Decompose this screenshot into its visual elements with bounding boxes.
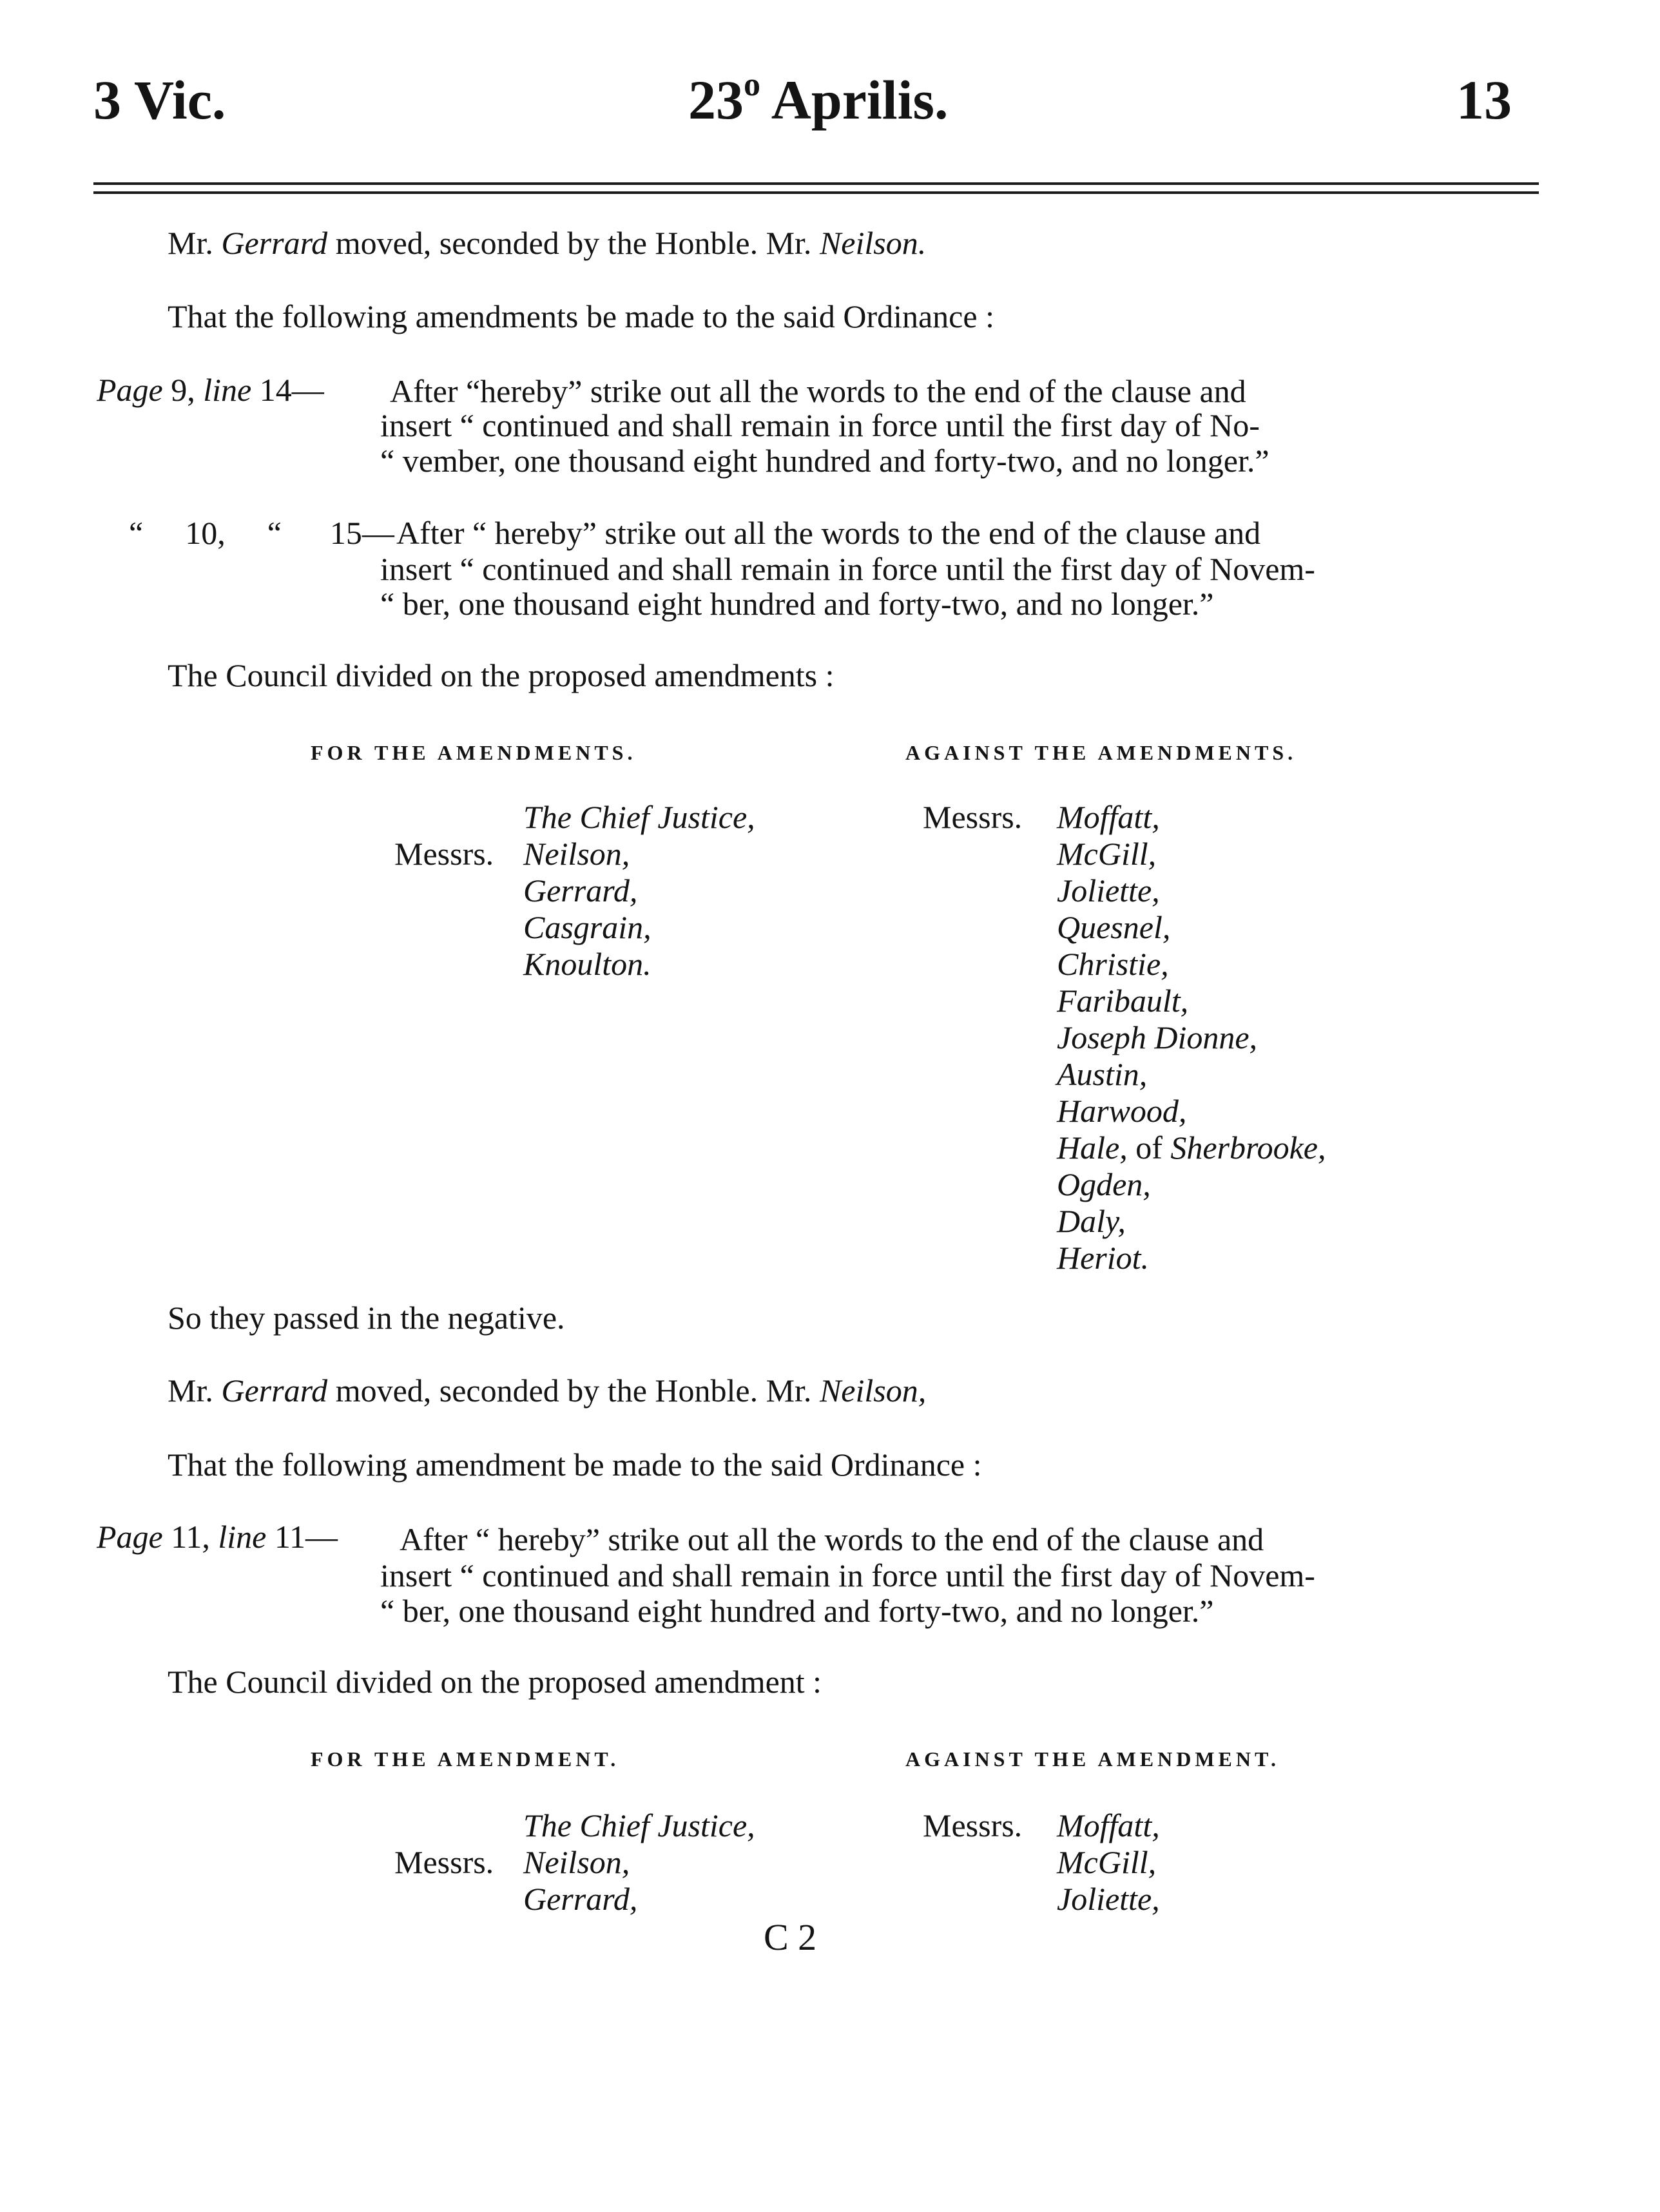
motion-1-pre: Mr. <box>168 225 213 261</box>
amendment-2-ditto-page: “ <box>129 515 144 551</box>
vote-2-against-header: AGAINST THE AMENDMENT. <box>905 1747 1280 1771</box>
vote-2-for-name: Gerrard, <box>523 1881 638 1917</box>
page-number: 13 <box>1456 69 1512 131</box>
intro-2: That the following amendment be made to the said Ordinance : <box>168 1447 982 1483</box>
amendment-1-ref <box>97 374 324 406</box>
amendment-3-page-num: 11, <box>171 1519 210 1555</box>
running-head-left: 3 Vic. <box>93 69 226 131</box>
amendment-1-line-3: “ vember, one thousand eight hundred and forty-two, and no longer.” <box>380 443 1269 479</box>
vote-2-for-name: Neilson, <box>523 1844 630 1880</box>
amendment-2-ditto-line: “ <box>267 515 282 551</box>
vote-1-for-name: Gerrard, <box>523 872 638 909</box>
vote-2-for-header: FOR THE AMENDMENT. <box>311 1747 620 1771</box>
intro-1: That the following amendments be made to the said Ordinance : <box>168 298 994 334</box>
date-month: Aprilis. <box>771 69 949 131</box>
vote-2-for-messrs: Messrs. <box>394 1844 494 1880</box>
amendment-1-page-num: 9, <box>171 372 195 408</box>
amendment-3-line-1: After “ hereby” strike out all the words to the end of the clause and <box>400 1521 1264 1557</box>
header-rule-top <box>93 182 1539 185</box>
vote-1-against-name: Joseph Dionne, <box>1057 1019 1258 1055</box>
vote-1-for-name: Neilson, <box>523 836 630 872</box>
amendment-3-ref <box>97 1521 338 1553</box>
motion-1 <box>168 227 926 259</box>
vote-1-against-name: Ogden, <box>1057 1166 1151 1202</box>
result-1: So they passed in the negative. <box>168 1300 565 1336</box>
vote-2-for-name: The Chief Justice, <box>523 1807 755 1843</box>
amendment-1-line-1: After “hereby” strike out all the words to the end of the clause and <box>390 373 1246 409</box>
signature-mark: C 2 <box>764 1916 817 1958</box>
vote-1-against-name: Austin, <box>1057 1056 1148 1092</box>
vote-1-against-name: Daly, <box>1057 1203 1126 1239</box>
amendment-1-line-2: insert “ continued and shall remain in force until the first day of No- <box>380 407 1260 443</box>
vote-1-against-name: Hale, <box>1057 1130 1128 1166</box>
vote-1-for-name: Knoulton. <box>523 946 651 982</box>
vote-2-against-messrs: Messrs. <box>923 1807 1023 1843</box>
vote-2-for-list <box>523 1807 755 1918</box>
amendment-2-line-num: 15— <box>329 515 394 551</box>
header-rule-bottom <box>93 191 1539 194</box>
motion-2-pre: Mr. <box>168 1372 213 1409</box>
amendment-1-page-word: Page <box>97 372 163 408</box>
amendment-2-line-3: “ ber, one thousand eight hundred and forty-two, and no longer.” <box>380 586 1214 622</box>
vote-1-against-name: Heriot. <box>1057 1240 1150 1276</box>
amendment-1-line-num: 14— <box>259 372 324 408</box>
motion-2-seconder: Neilson, <box>819 1372 927 1409</box>
vote-1-against-name: Moffatt, <box>1057 799 1160 835</box>
vote-1-against-name: Faribault, <box>1057 983 1189 1019</box>
vote-1-against-name: Harwood, <box>1057 1093 1187 1129</box>
amendment-3-line-3: “ ber, one thousand eight hundred and forty-two, and no longer.” <box>380 1593 1214 1629</box>
amendment-3-line-word: line <box>218 1519 267 1555</box>
vote-1-against-list <box>1057 799 1326 1276</box>
amendment-3-page-word: Page <box>97 1519 163 1555</box>
vote-1-for-header: FOR THE AMENDMENTS. <box>311 741 637 764</box>
amendment-2-line-2: insert “ continued and shall remain in force until the first day of Novem- <box>380 551 1315 587</box>
vote-1-for-list <box>523 799 755 983</box>
vote-1-against-messrs: Messrs. <box>923 799 1023 835</box>
date-ordinal: o <box>744 66 760 103</box>
division-2-intro: The Council divided on the proposed amendment : <box>168 1664 822 1700</box>
motion-2-mid: moved, seconded by the Honble. Mr. <box>335 1372 812 1409</box>
amendment-2-page-num: 10, <box>185 515 226 551</box>
date-day: 23 <box>688 69 744 131</box>
motion-1-seconder: Neilson. <box>819 225 927 261</box>
vote-1-against-place: Sherbrooke, <box>1170 1130 1326 1166</box>
amendment-2-line-1: After “ hereby” strike out all the words to the end of the clause and <box>396 515 1261 551</box>
vote-2-against-name: Moffatt, <box>1057 1807 1160 1843</box>
vote-1-against-name: Joliette, <box>1057 872 1160 909</box>
amendment-2-ref <box>129 517 394 549</box>
vote-1-against-name: Quesnel, <box>1057 909 1171 945</box>
vote-1-against-of: of <box>1135 1130 1163 1166</box>
vote-1-against-header: AGAINST THE AMENDMENTS. <box>905 741 1297 764</box>
motion-2 <box>168 1374 926 1407</box>
vote-2-against-list <box>1057 1807 1160 1918</box>
motion-1-mover: Gerrard <box>221 225 328 261</box>
vote-2-against-name: McGill, <box>1057 1844 1157 1880</box>
amendment-3-line-num: 11— <box>274 1519 338 1555</box>
motion-2-mover: Gerrard <box>221 1372 328 1409</box>
vote-1-for-name: Casgrain, <box>523 909 651 945</box>
vote-1-against-name: McGill, <box>1057 836 1157 872</box>
vote-1-against-name: Christie, <box>1057 946 1169 982</box>
vote-1-for-messrs: Messrs. <box>394 836 494 872</box>
motion-1-mid: moved, seconded by the Honble. Mr. <box>335 225 812 261</box>
division-1-intro: The Council divided on the proposed amendments : <box>168 657 835 693</box>
vote-1-for-name: The Chief Justice, <box>523 799 755 835</box>
amendment-1-line-word: line <box>203 372 252 408</box>
vote-2-against-name: Joliette, <box>1057 1881 1160 1917</box>
amendment-3-line-2: insert “ continued and shall remain in force until the first day of Novem- <box>380 1557 1315 1593</box>
running-head-date <box>688 66 949 131</box>
